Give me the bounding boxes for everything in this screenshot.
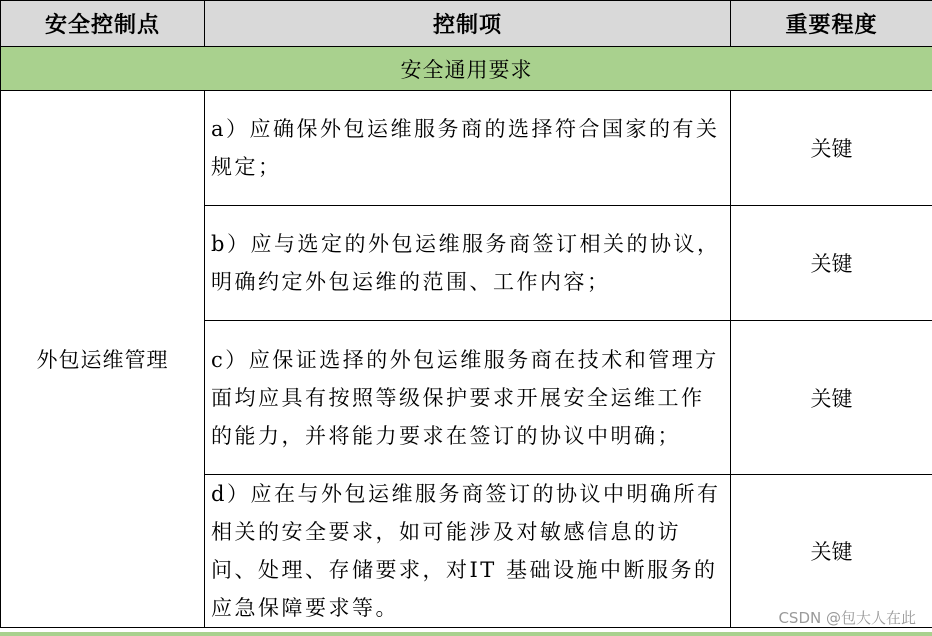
control-item-d: d）应在与外包运维服务商签订的协议中明确所有相关的安全要求，如可能涉及对敏感信息的访问、处理、存储要求，对IT 基础设施中断服务的应急保障要求等。	[205, 475, 731, 628]
header-control-point: 安全控制点	[1, 1, 205, 47]
importance-d: 关键	[731, 475, 932, 628]
control-item-b: b）应与选定的外包运维服务商签订相关的协议，明确约定外包运维的范围、工作内容；	[205, 206, 731, 321]
header-importance: 重要程度	[731, 1, 932, 47]
control-point-cell: 外包运维管理	[1, 91, 205, 628]
section-title: 安全通用要求	[1, 47, 932, 91]
header-control-item: 控制项	[205, 1, 731, 47]
next-section-strip	[0, 632, 932, 636]
control-item-a: a）应确保外包运维服务商的选择符合国家的有关规定；	[205, 91, 731, 206]
importance-b: 关键	[731, 206, 932, 321]
header-row	[1, 1, 932, 47]
importance-c: 关键	[731, 321, 932, 475]
importance-a: 关键	[731, 91, 932, 206]
section-row	[1, 47, 932, 91]
table-row	[1, 91, 932, 206]
control-item-c: c）应保证选择的外包运维服务商在技术和管理方面均应具有按照等级保护要求开展安全运维工作的能力，并将能力要求在签订的协议中明确；	[205, 321, 731, 475]
watermark: CSDN @包大人在此	[778, 609, 916, 627]
